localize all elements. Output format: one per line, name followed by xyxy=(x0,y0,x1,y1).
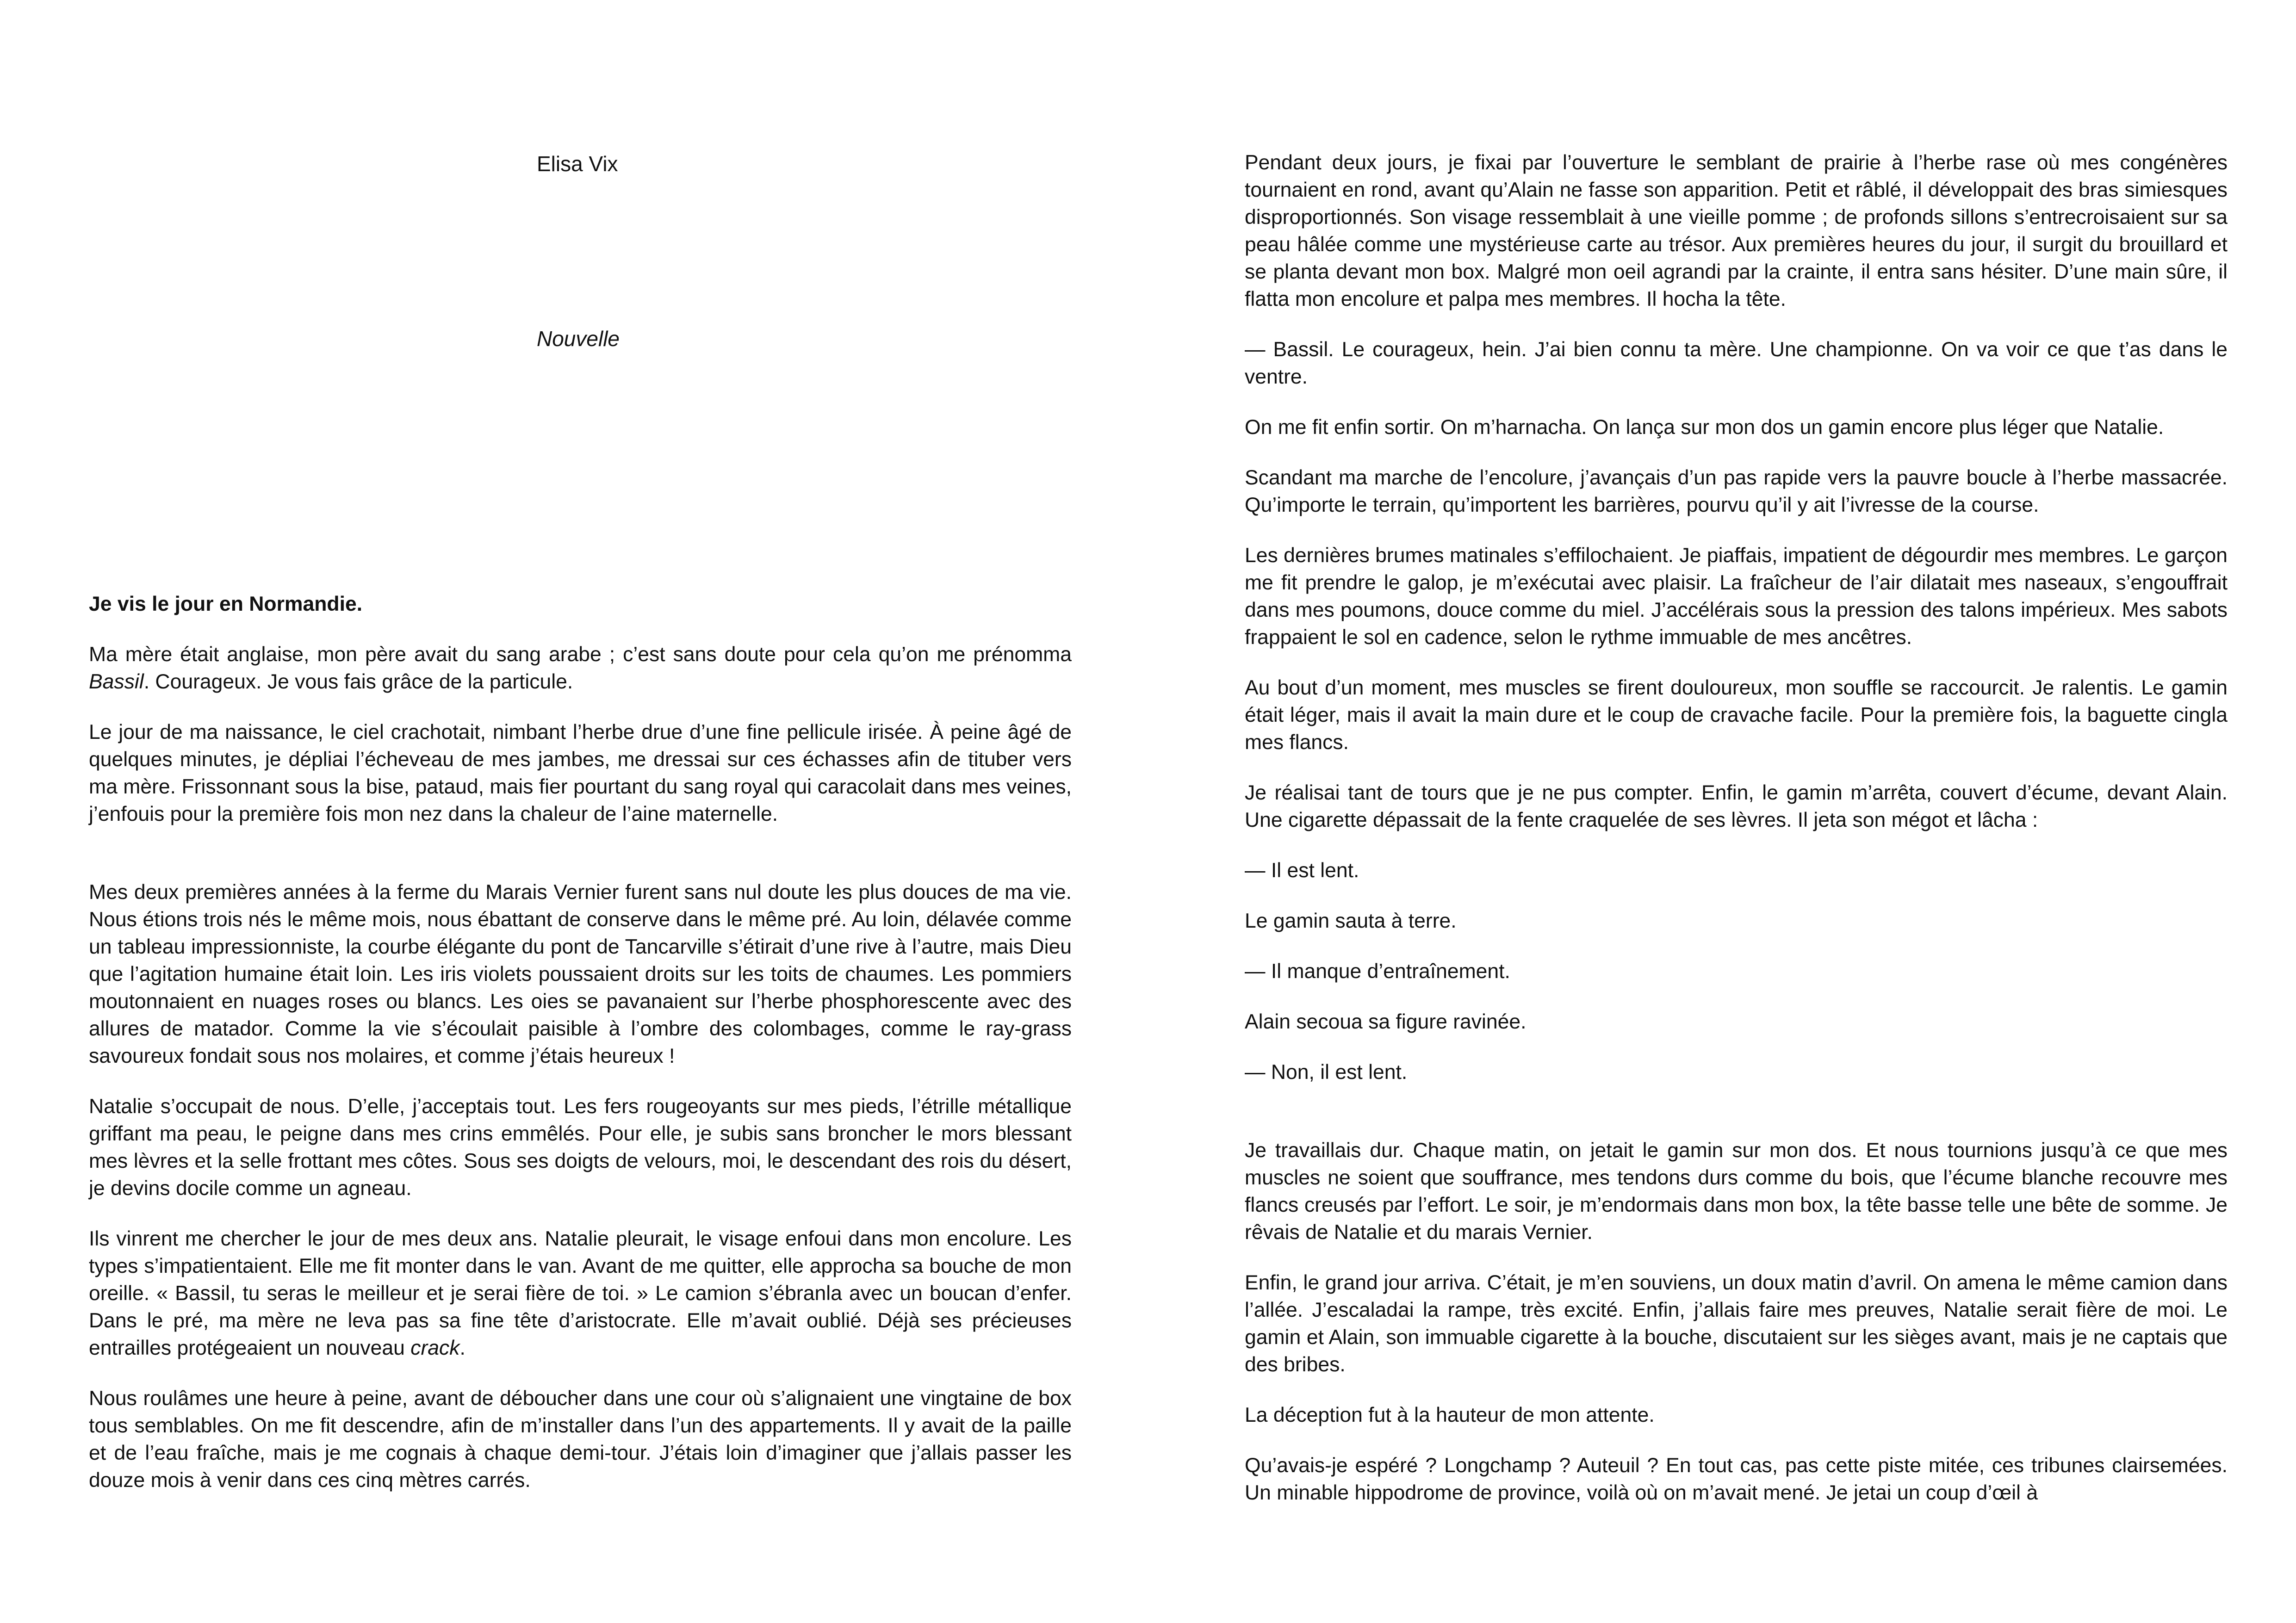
paragraph: Pendant deux jours, je fixai par l’ouverture le semblant de prairie à l’herbe rase où mes congénères tournaient en rond, avant qu’Alain ne fasse son apparition. Petit et râblé, il développait des bras simiesques disproportionnés. Son visage ressemblait à une vieille pomme ; de profonds sillons s’entrecroisaient sur sa peau hâlée comme une mystérieuse carte au trésor. Aux premières heures du jour, il surgit du brouillard et se planta devant mon box. Malgré mon oeil agrandi par la crainte, il entra sans hésiter. D’une main sûre, il flatta mon encolure et palpa mes membres. Il hocha la tête. xyxy=(1245,151,2228,310)
paragraph: Je réalisai tant de tours que je ne pus compter. Enfin, le gamin m’arrêta, couvert d’écume, devant Alain. Une cigarette dépassait de la fente craquelée de ses lèvres. Il jeta son mégot et lâcha : xyxy=(1245,781,2228,831)
paragraph: Qu’avais-je espéré ? Longchamp ? Auteuil ? En tout cas, pas cette piste mitée, ces tribunes clairsemées. Un minable hippodrome de province, voilà où on m’avait mené. Je jetai un coup d’œil à xyxy=(1245,1454,2228,1504)
author-name: Elisa Vix xyxy=(537,152,618,176)
dialogue-line: — Bassil. Le courageux, hein. J’ai bien connu ta mère. Une championne. On va voir ce que t’as dans le ventre. xyxy=(1245,338,2228,388)
paragraph-5-text-a: Ils vinrent me chercher le jour de mes deux ans. Natalie pleurait, le visage enfoui dans mon encolure. Les types s’impatientaient. Elle me fit monter dans le van. Avant de me quitter, elle approcha sa bouche de mon oreille. « Bassil, tu seras le meilleur et je serai fière de toi. » Le camion s’ébranla avec un boucan d’enfer. Dans le pré, ma mère ne leva pas sa fine tête d’aristocrate. Elle m’avait oublié. Déjà ses précieuses entrailles protégeaient un nouveau xyxy=(89,1227,1072,1359)
paragraph-3: Mes deux premières années à la ferme du Marais Vernier furent sans nul doute les plus douces de ma vie. Nous étions trois nés le même mois, nous ébattant de conserve dans le même pré. Au loin, délavée comme un tableau impressionniste, la courbe élégante du pont de Tancarville s’étirait d’une rive à l’autre, mais Dieu que l’agitation humaine était loin. Les iris violets poussaient droits sur les toits de chaumes. Les pommiers moutonnaient en nuages roses ou blancs. Les oies se pavanaient sur l’herbe phosphorescente avec des allures de matador. Comme la vie s’écoulait paisible à l’ombre des colombages, comme le ray-grass savoureux fondait sous nos molaires, et comme j’étais heureux ! xyxy=(89,881,1072,1067)
left-text-column xyxy=(89,590,1072,1517)
paragraph-5-italic-word: crack xyxy=(410,1337,460,1359)
paragraph: Au bout d’un moment, mes muscles se firent douloureux, mon souffle se raccourcit. Je ralentis. Le gamin était léger, mais il avait la main dure et le coup de cravache facile. Pour la première fois, la baguette cingla mes flancs. xyxy=(1245,676,2228,754)
paragraph-1-text-b: . Courageux. Je vous fais grâce de la particule. xyxy=(143,670,573,693)
paragraph-6: Nous roulâmes une heure à peine, avant de déboucher dans une cour où s’alignaient une vingtaine de box tous semblables. On me fit descendre, afin de m’installer dans l’un des appartements. Il y avait de la paille et de l’eau fraîche, mais je me cognais à chaque demi-tour. J’étais loin d’imaginer que j’allais passer les douze mois à venir dans ces cinq mètres carrés. xyxy=(89,1387,1072,1492)
dialogue-line: — Il manque d’entraînement. xyxy=(1245,960,1510,983)
paragraph: On me fit enfin sortir. On m’harnacha. On lança sur mon dos un gamin encore plus léger que Natalie. xyxy=(1245,416,2164,439)
paragraph: La déception fut à la hauteur de mon attente. xyxy=(1245,1404,1655,1426)
right-page xyxy=(1148,0,2296,1623)
paragraph-1 xyxy=(89,641,1072,695)
paragraph-1-name: Bassil xyxy=(89,670,144,693)
genre-label: Nouvelle xyxy=(537,327,620,351)
paragraph: Scandant ma marche de l’encolure, j’avançais d’un pas rapide vers la pauvre boucle à l’herbe massacrée. Qu’importe le terrain, qu’importent les barrières, pourvu qu’il y ait l’ivresse de la course. xyxy=(1245,466,2228,516)
right-text-column xyxy=(1245,149,2228,1530)
paragraph: Enfin, le grand jour arriva. C’était, je m’en souviens, un doux matin d’avril. On amena le même camion dans l’allée. J’escaladai la rampe, très excité. Enfin, j’allais faire mes preuves, Natalie serait fière de moi. Le gamin et Alain, son immuable cigarette à la bouche, discutaient sur les sièges avant, mais je ne captais que des bribes. xyxy=(1245,1271,2228,1376)
paragraph: Je travaillais dur. Chaque matin, on jetait le gamin sur mon dos. Et nous tournions jusqu’à ce que mes muscles ne soient que souffrance, mes tendons durs comme du bois, que l’écume blanche recouvre mes flancs creusés par l’effort. Le soir, je m’endormais dans mon box, la tête basse telle une bête de somme. Je rêvais de Natalie et du marais Vernier. xyxy=(1245,1139,2228,1244)
paragraph: Le gamin sauta à terre. xyxy=(1245,910,1457,932)
paragraph-2: Le jour de ma naissance, le ciel crachotait, nimbant l’herbe drue d’une fine pellicule irisée. À peine âgé de quelques minutes, je dépliai l’écheveau de mes jambes, me dressai sur ces échasses afin de tituber vers ma mère. Frissonnant sous la bise, pataud, mais fier pourtant du sang royal qui caracolait dans mes veines, j’enfouis pour la première fois mon nez dans la chaleur de l’aine maternelle. xyxy=(89,721,1072,825)
paragraph-4: Natalie s’occupait de nous. D’elle, j’acceptais tout. Les fers rougeoyants sur mes pieds, l’étrille métallique griffant ma peau, le peigne dans mes crins emmêlés. Pour elle, je subis sans broncher le mors blessant mes lèvres et la selle frottant mes côtes. Sous ses doigts de velours, moi, le descendant des rois du désert, je devins docile comme un agneau. xyxy=(89,1095,1072,1200)
dialogue-line: — Non, il est lent. xyxy=(1245,1061,1408,1084)
paragraph-1-text-a: Ma mère était anglaise, mon père avait du sang arabe ; c’est sans doute pour cela qu’on me prénomma xyxy=(89,643,1072,666)
paragraph: Les dernières brumes matinales s’effilochaient. Je piaffais, impatient de dégourdir mes membres. Le garçon me fit prendre le galop, je m’exécutai avec plaisir. La fraîcheur de l’air dilatait mes naseaux, s’engouffrait dans mes poumons, douce comme du miel. J’accélérais sous la pression des talons impérieux. Mes sabots frappaient le sol en cadence, selon le rythme immuable de mes ancêtres. xyxy=(1245,544,2228,649)
paragraph: Alain secoua sa figure ravinée. xyxy=(1245,1010,1527,1033)
opening-heading: Je vis le jour en Normandie. xyxy=(89,593,363,615)
dialogue-line: — Il est lent. xyxy=(1245,859,1359,882)
paragraph-5-text-b: . xyxy=(459,1337,465,1359)
paragraph-5 xyxy=(89,1225,1072,1362)
